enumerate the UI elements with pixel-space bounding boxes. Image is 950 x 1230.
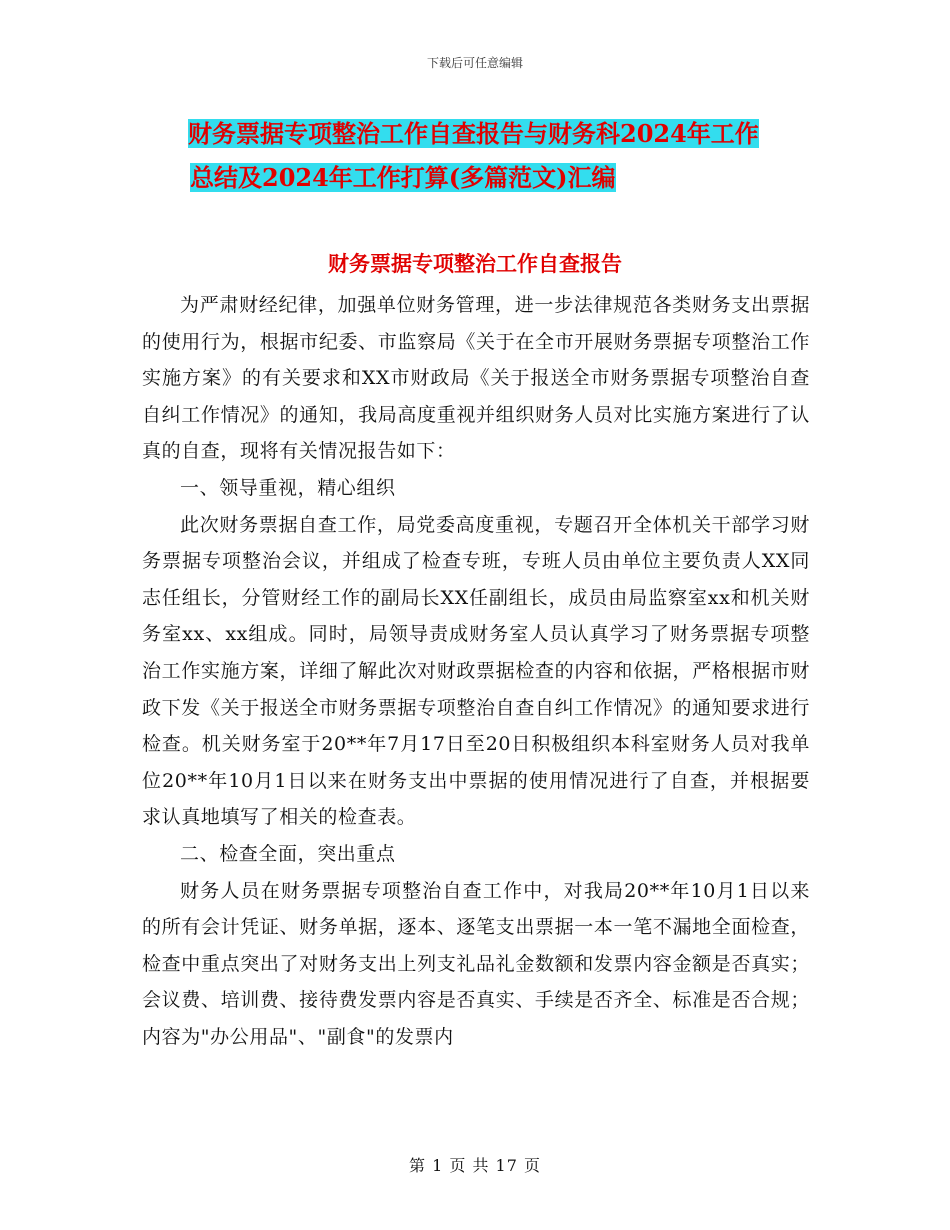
document-title-line-2: [130, 156, 830, 200]
document-body: [142, 287, 810, 1055]
document-title-line-1: [130, 112, 830, 156]
page-number-footer: 第 1 页 共 17 页: [409, 1156, 541, 1175]
header-note: 下载后可任意编辑: [426, 56, 523, 70]
heading-leadership: 一、领导重视，精心组织: [180, 476, 396, 499]
section-title: 财务票据专项整治工作自查报告: [328, 251, 622, 276]
paragraph-intro: 为严肃财经纪律，加强单位财务管理，进一步法律规范各类财务支出票据的使用行为，根据市纪委、市监察局《关于在全市开展财务票据专项整治工作实施方案》的有关要求和XX市财政局《关于报送全市财务票据专项整治自查自纠工作情况》的通知，我局高度重视并组织财务人员对比实施方案进行了认真的自查，现将有关情况报告如下：: [142, 294, 810, 463]
paragraph-leadership: 此次财务票据自查工作，局党委高度重视，专题召开全体机关干部学习财务票据专项整治会议，并组成了检查专班，专班人员由单位主要负责人XX同志任组长，分管财经工作的副局长XX任副组长，成员由局监察室xx和机关财务室xx、xx组成。同时，局领导责成财务室人员认真学习了财务票据专项整治工作实施方案，详细了解此次对财政票据检查的内容和依据，严格根据市财政下发《关于报送全市财务票据专项整治自查自纠工作情况》的通知要求进行检查。机关财务室于20**年7月17日至20日积极组织本科室财务人员对我单位20**年10月1日以来在财务支出中票据的使用情况进行了自查，并根据要求认真地填写了相关的检查表。: [142, 513, 810, 829]
document-title-line-2-text: 总结及2024年工作打算(多篇范文)汇编: [190, 163, 616, 192]
heading-inspection: 二、检查全面，突出重点: [180, 842, 396, 865]
paragraph-inspection: 财务人员在财务票据专项整治自查工作中，对我局20**年10月1日以来的所有会计凭证、财务单据，逐本、逐笔支出票据一本一笔不漏地全面检查，检查中重点突出了对财务支出上列支礼品礼金数额和发票内容金额是否真实；会议费、培训费、接待费发票内容是否真实、手续是否齐全、标准是否合规；内容为"办公用品"、"副食"的发票内: [142, 879, 810, 1048]
document-title-line-1-text: 财务票据专项整治工作自查报告与财务科2024年工作: [188, 119, 759, 148]
document-title: [130, 112, 830, 200]
